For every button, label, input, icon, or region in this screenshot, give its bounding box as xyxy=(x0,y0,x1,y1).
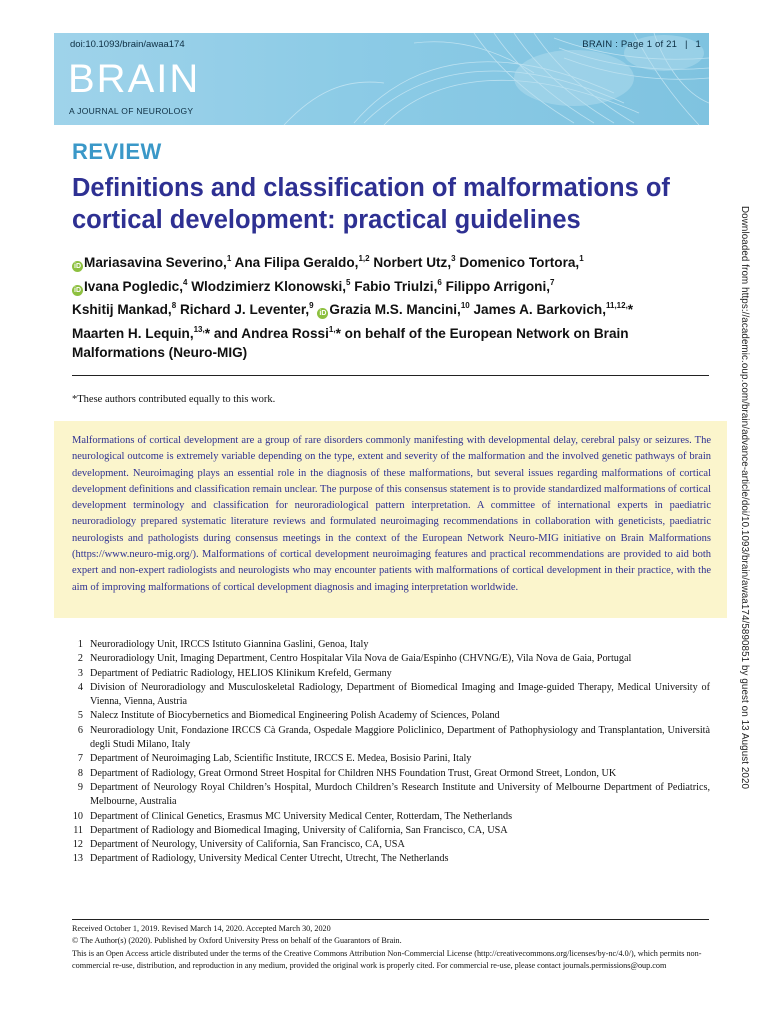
affiliation-number: 13 xyxy=(72,853,83,865)
affiliation-text: Nalecz Institute of Biocybernetics and Biomedical Engineering Polish Academy of Sciences, Poland xyxy=(90,710,500,722)
copyright: © The Author(s) (2020). Published by Oxford University Press on behalf of the Guarantors of Brain. xyxy=(72,936,402,946)
abstract: Malformations of cortical development are a group of rare disorders commonly manifesting with developmental delay, cerebral palsy or seizures. The neurological outcome is extremely variable depending on the type, extent and severity of the malformation and the involved genetic pathways of brain development. Neuroimaging plays an essential role in the diagnosis of these malformations, but several issues regarding malformations of cortical development definitions and classification remain unclear. The purpose of this consensus statement is to provide standardized malformations of cortical development terminology and classification for neuroradiological pattern interpretation. A committee of international experts in paediatric neuroradiology prepared systematic literature reviews and formulated neuroimaging recommendations in collaboration with geneticists, paediatric neurologists and pathologists during consensus meetings in the context of the European Network Neuro-MIG initiative on Brain Malformations (https://www.neuro-mig.org/). Malformations of cortical development neuroimaging features and practical recommendations are provided to aid both expert and non-expert radiologists and neurologists who may encounter patients with malformations of cortical development in their practice, with the aim of improving malformations of cortical development diagnosis and imaging interpretation worldwide. xyxy=(54,421,727,618)
author-name: Richard J. Leventer, xyxy=(179,302,310,317)
affil-sup: 5 xyxy=(346,277,351,287)
affiliation-number: 12 xyxy=(72,839,83,851)
orcid-icon[interactable]: iD xyxy=(74,286,81,294)
affiliation-text: Department of Pediatric Radiology, HELIOS Klinikum Krefeld, Germany xyxy=(90,667,392,679)
affiliation-text: Department of Clinical Genetics, Erasmus MC University Medical Center, Rotterdam, The Netherlands xyxy=(90,810,513,822)
orcid-icon[interactable]: iD xyxy=(319,310,327,317)
affiliation-number: 9 xyxy=(77,781,83,793)
affiliation-text: Department of Neurology Royal Children’s Hospital, Murdoch Children’s Research Institute and University of Melbourne Department of Pediatrics, Melbourne, Australia xyxy=(90,781,710,808)
affiliation-text: Department of Radiology and Biomedical Imaging, University of California, San Francisco, CA, USA xyxy=(90,824,508,836)
affiliation-item xyxy=(70,838,710,852)
affiliation-text: Neuroradiology Unit, IRCCS Istituto Giannina Gaslini, Genoa, Italy xyxy=(90,639,369,650)
author-name: Domenico Tortora, xyxy=(459,255,580,270)
affiliation-text: Department of Neurology, University of California, San Francisco, CA, USA xyxy=(90,839,405,851)
journal-logo: BRAIN xyxy=(68,57,201,101)
journal-header xyxy=(54,33,709,125)
affiliation-item xyxy=(70,667,710,681)
affil-sup: 1 xyxy=(226,254,232,263)
article-title: Definitions and classification of malformations of cortical development: practical guidelines xyxy=(72,174,670,234)
affiliation-item xyxy=(70,638,710,652)
orcid-icon[interactable]: iD xyxy=(74,263,81,270)
affil-sup: 3 xyxy=(451,254,456,263)
footer-divider xyxy=(72,919,709,920)
affiliation-item xyxy=(70,824,710,838)
contribution-note: *These authors contributed equally to this work. xyxy=(72,394,276,405)
affiliation-list xyxy=(70,638,710,867)
page-number: 1 xyxy=(695,39,701,50)
affil-sup: 1 xyxy=(579,254,584,263)
author-name: Ana Filipa Geraldo, xyxy=(234,255,359,270)
affil-sup: 10 xyxy=(460,301,470,310)
affil-sup: 4 xyxy=(182,277,188,287)
affiliation-text: Department of Radiology, University Medical Center Utrecht, Utrecht, The Netherlands xyxy=(90,853,449,865)
author-name: Grazia M.S. Mancini, xyxy=(329,302,461,317)
consortium: on behalf of the European Network on Brain Malformations (Neuro-MIG) xyxy=(72,325,629,360)
affiliation-text: Neuroradiology Unit, Fondazione IRCCS Cà Granda, Ospedale Maggiore Policlinico, Department of Pathophysiology and Transplantation, Università degli Studi Milano, Italy xyxy=(90,724,710,751)
divider xyxy=(72,375,709,376)
affil-sup: 13, xyxy=(193,324,205,334)
author-list xyxy=(72,249,712,363)
equal-contrib-mark: * xyxy=(204,325,211,341)
affiliation-item xyxy=(70,852,710,866)
affiliation-item xyxy=(70,709,710,723)
affiliation-number: 8 xyxy=(77,767,83,779)
affiliation-number: 5 xyxy=(77,710,83,722)
journal-short: BRAIN xyxy=(582,39,613,50)
license-text: This is an Open Access article distributed under the terms of the Creative Commons Attribution Non-Commercial License (http://creativecommons.org/licenses/by-nc/4.0/), which permits non-commercial re-use, distribution, and reproduction in any medium, provided the original work is properly cited. For commercial re-use, please contact journals.permissions@oup.com xyxy=(72,948,702,970)
page-indicator: BRAIN : Page 1 of 21 | 1 xyxy=(582,39,701,50)
affil-sup: 1,2 xyxy=(358,254,370,263)
download-note-text: Downloaded from https://academic.oup.com/brain/advance-article/doi/10.1093/brain/awaa174/5890851 by guest on 13 August 2020 xyxy=(739,206,750,790)
author-name: Mariasavina Severino, xyxy=(84,255,227,270)
affiliation-item xyxy=(70,681,710,710)
affiliation-text: Department of Neuroimaging Lab, Scientific Institute, IRCCS E. Medea, Bosisio Parini, Italy xyxy=(90,753,472,765)
affil-sup: 9 xyxy=(309,301,314,310)
author-name: Fabio Triulzi, xyxy=(354,278,438,294)
affiliation-number: 1 xyxy=(77,639,83,650)
author-name: Wlodzimierz Klonowski, xyxy=(191,278,347,294)
affil-sup: 7 xyxy=(550,277,555,287)
author-name: Norbert Utz, xyxy=(373,255,452,270)
affiliation-item xyxy=(70,752,710,766)
affiliation-item xyxy=(70,724,710,753)
affiliation-item xyxy=(70,810,710,824)
affil-sup: 1, xyxy=(328,324,336,334)
affiliation-item xyxy=(70,781,710,810)
affil-sup: 11,12, xyxy=(605,301,628,310)
affiliation-number: 2 xyxy=(77,653,83,665)
page-label: Page 1 of 21 xyxy=(620,39,678,50)
affil-sup: 6 xyxy=(437,277,442,287)
download-note xyxy=(739,206,750,790)
affil-sup: 8 xyxy=(171,301,177,310)
affiliation-number: 10 xyxy=(72,810,83,822)
affiliation-text: Department of Radiology, Great Ormond Street Hospital for Children NHS Foundation Trust, Great Ormond Street, London, UK xyxy=(90,767,617,779)
author-name: Ivana Pogledic, xyxy=(84,278,183,294)
author-name: Kshitij Mankad, xyxy=(72,302,172,317)
doi[interactable]: doi:10.1093/brain/awaa174 xyxy=(70,39,185,50)
journal-subtitle: A JOURNAL OF NEUROLOGY xyxy=(69,106,194,116)
affiliation-text: Division of Neuroradiology and Musculoskeletal Radiology, Department of Biomedical Imaging and Image-guided Therapy, Medical University of Vienna, Vienna, Austria xyxy=(90,681,710,708)
affiliation-number: 11 xyxy=(73,824,83,836)
received-dates: Received October 1, 2019. Revised March 14, 2020. Accepted March 30, 2020 xyxy=(72,924,331,933)
affiliation-number: 3 xyxy=(77,667,83,679)
affiliation-number: 4 xyxy=(77,681,83,693)
author-name: James A. Barkovich, xyxy=(473,302,606,317)
author-name: and Andrea Rossi xyxy=(213,325,329,341)
equal-contrib-mark: * xyxy=(335,325,341,341)
affiliation-number: 7 xyxy=(77,753,83,765)
author-name: Filippo Arrigoni, xyxy=(445,278,551,294)
affiliation-item xyxy=(70,767,710,781)
affiliation-text: Neuroradiology Unit, Imaging Department, Centro Hospitalar Vila Nova de Gaia/Espinho (CHVNG/E), Vila Nova de Gaia, Portugal xyxy=(90,653,632,665)
affiliation-item xyxy=(70,652,710,666)
equal-contrib-mark: * xyxy=(627,302,634,317)
article-type: REVIEW xyxy=(72,139,162,164)
affiliation-number: 6 xyxy=(77,724,83,736)
author-name: Maarten H. Lequin, xyxy=(72,325,194,341)
article-footer xyxy=(72,923,709,972)
